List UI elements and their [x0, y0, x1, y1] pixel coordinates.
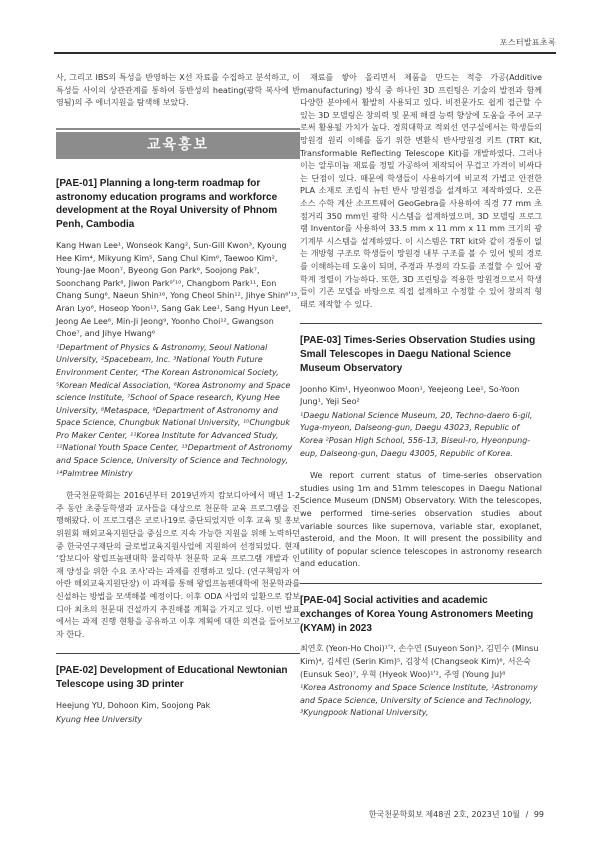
author-list: Kang Hwan Lee¹, Wonseok Kang², Sun-Gill Kwon³, Kyoung Hee Kim⁴, Mikyung Kim⁵, Sang Chul Kim⁶, Taewoo Kim², Young-Jae Moon⁷, Byeong Gon Park⁶, Soojong Pak⁷, Soonchang Park⁸, Jiwon Park⁹ʹ¹⁰, Changbom Park¹¹, Eon Chang Sung⁶, Naeun Shin¹⁶, Yong Cheol Shin¹², Jihye Shin⁶ʹ¹³, Aran Lyo⁶, Hoseop Yoon¹³, Sang Gak Lee¹, Sang Hyun Lee⁶, Jeong Ae Lee⁶, Min-Ji Jeong⁹, Yoonho Choi¹², Gwangson Choe⁷, and Jihye Hwang⁶: [56, 240, 300, 339]
abstract-body: We report current status of time-series observation studies using 1m and 51mm telescopes in Daegu National Science Museum (DNSM) Observatory. With the telescopes, we performed time-series observation studies about variable sources like supernova, variable star, exoplanet, asteroid, and the Moon. It will present the possibility and utility of popular science telescopes in astronomy research and education.: [300, 471, 542, 569]
author-list: 최연호 (Yeon-Ho Choi)¹ʹ², 손수연 (Suyeon Son)³, 김민수 (Minsu Kim)⁴, 김세린 (Serin Kim)⁵, 김창석 (Changseok Kim)⁶, 서은숙 (Eunsuk Seo)⁷, 우혁 (Hyeok Woo)¹ʹ², 주영 (Young Ju)⁸: [300, 644, 539, 679]
author-list: Heejung YU, Dohoon Kim, Soojong Pak: [56, 700, 211, 710]
abstract-title: [PAE-03] Times-Series Observation Studies using Small Telescopes in Daegu National Science Museum Observatory: [300, 335, 536, 374]
abstract-divider: [300, 583, 542, 584]
abstract-pae02: [56, 664, 300, 726]
affiliation-list: ¹Daegu National Science Museum, 20, Techno-daero 6-gil, Yuga-myeon, Dalseong-gun, Daegu 43023, Republic of Korea ²Posan High School, 556-13, Biseul-ro, Hyeonpung-eup, Dalseong-gun, Daegu 43005, Republic of Korea.: [300, 410, 533, 458]
abstract-pae04: [300, 594, 542, 720]
affiliation-list: ¹Department of Physics & Astronomy, Seoul National University, ²Spacebeam, Inc. ³National Youth Future Environment Center, ⁴The Korean Astronomical Society, ⁵Korean Medical Association, ⁶Korea Astronomy and Space science Institute, ⁷School of Space research, Kyung Hee University, ⁸Metaspace, ⁹Department of Astronomy and Space Science, Chungbuk National University, ¹⁰Chungbuk Pro Maker Center, ¹¹Korea Institute for Advanced Study, ¹²National Youth Space Center, ¹³Department of Astronomy and Space Science, University of Science and Technology, ¹⁴Palmtree Ministry: [56, 342, 293, 478]
affiliation-list: Kyung Hee University: [56, 714, 143, 724]
intro-paragraph: 사, 그리고 IBS의 특성을 반영하는 X선 자료를 수집하고 분석하고, 이 특성들 사이의 상관관계를 통하여 동반성의 heating(광학 복사에 반영됨)의 주 에너지원을 탐색해 보았다.: [56, 73, 300, 108]
right-column: [300, 72, 542, 720]
abstract-title: [PAE-01] Planning a long-term roadmap for astronomy education programs and workforce development at the Royal University of Phnom Penh, Cambodia: [56, 177, 278, 231]
abstract-title: [PAE-02] Development of Educational Newtonian Telescope using 3D printer: [56, 665, 288, 691]
author-list: Joonho Kim¹, Hyeonwoo Moon¹, Yeejeong Lee¹, So-Yoon Jung¹, Yeji Seo²: [300, 384, 520, 407]
page-header-label: 포스터발표초록: [499, 38, 556, 47]
abstract-divider: [56, 653, 300, 654]
journal-citation: 한국천문학회보 제48권 2호, 2023년 10월: [368, 810, 521, 819]
left-column: [56, 72, 300, 726]
abstract-title: [PAE-04] Social activities and academic exchanges of Korea Young Astronomers Meeting (KYAM) in 2023: [300, 594, 534, 634]
abstract-body: 재료를 쌓아 올리면서 제품을 만드는 적층 가공(Additive manufacturing) 방식 중 하나인 3D 프린팅은 기술의 발전과 함께 다양한 분야에서 활발히 사용되고 있다. 비전문가도 쉽게 접근할 수 있는 3D 모델링은 창의력 및 문제 해결 능력 향상에 도움을 주어 교구로써 활용될 가치가 높다. 경희대학교 적외선 연구실에서는 학생들의 망원경 원리 이해를 돕기 위한 변환식 반사망원경 키트 (TRT Kit, Transformable Reflecting Telescope Kit)를 개발하였다. 그러나 이는 알루미늄 재료를 정밀 가공하여 제작되어 무겁고 가격이 비싸다는 단점이 있다. 때문에 학생들이 사용하기에 비교적 가볍고 안전한 PLA 소재로 조립식 뉴턴 반사 망원경을 설계하고 제작하였다. 오픈 소스 수학 계산 소프트웨어 GeoGebra를 사용하여 직경 77 mm 초점거리 350 mm인 광학 시스템을 설계하였으며, 3D 모델링 프로그램 Inventor를 사용하여 33.5 mm x 11 mm x 11 mm 크기의 광기계부 시스템을 설계하였다. 이 시스템은 TRT kit와 같이 경통이 없는 개방형 구조로 학생들이 망원경 내부 구조를 볼 수 있어 빛의 경로를 이해하는데 도움이 되며, 주경과 부경의 각도를 조절할 수 있어 광학계 정렬이 가능하다. 또한, 3D 프린팅을 적용한 망원경으로서 학생들이 기존 모델을 바탕으로 직접 설계하고 수정할 수 있어 창의적 형태로 제작할 수 있다.: [300, 73, 542, 309]
page-number: 99: [533, 810, 544, 819]
section-banner: 교육홍보: [56, 132, 300, 159]
abstract-divider: [300, 323, 542, 324]
abstract-pae01: [56, 177, 300, 642]
header-rule: [54, 52, 556, 54]
abstract-body: 한국천문학회는 2016년부터 2019년까지 캄보디아에서 매년 1-2주 동안 초중등학생과 교사들을 대상으로 천문학 교육 프로그램을 진행해왔다. 이 프로그램은 코로나19로 중단되었지만 이후 교육 및 홍보위원회 해외교육지원단을 중심으로 지속 가능한 지원을 위해 노력하던 중 한국연구재단의 글로벌교육지원사업에 지원하여 선정되었다. 현재 ‘캄보디아 왕립프놈펜대학 물리학부 천문학 교육 프로그램 개발과 인재 양성을 위한 수요 조사’라는 과제를 진행하고 있다. (연구책임자 여아란 해외교육지원단장) 이 과제를 통해 왕립프놈펜대학에 천문학과를 신설하는 방법을 모색해볼 예정이다. 이후 ODA 사업의 일환으로 캄보디아 최초의 천문대 건설까지 추진해볼 계획을 가지고 있다. 이번 발표에서는 과제 진행 현황을 공유하고 이후 계획에 대한 의견을 들어보고자 한다.: [56, 491, 300, 639]
abstract-pae03: [300, 334, 542, 571]
page-footer: [369, 809, 544, 820]
footer-separator: /: [525, 810, 529, 819]
affiliation-list: ¹Korea Astronomy and Space Science Institute, ²Astronomy and Space Science, University of Science and Technology, ³Kyungpook National University,: [300, 683, 538, 718]
